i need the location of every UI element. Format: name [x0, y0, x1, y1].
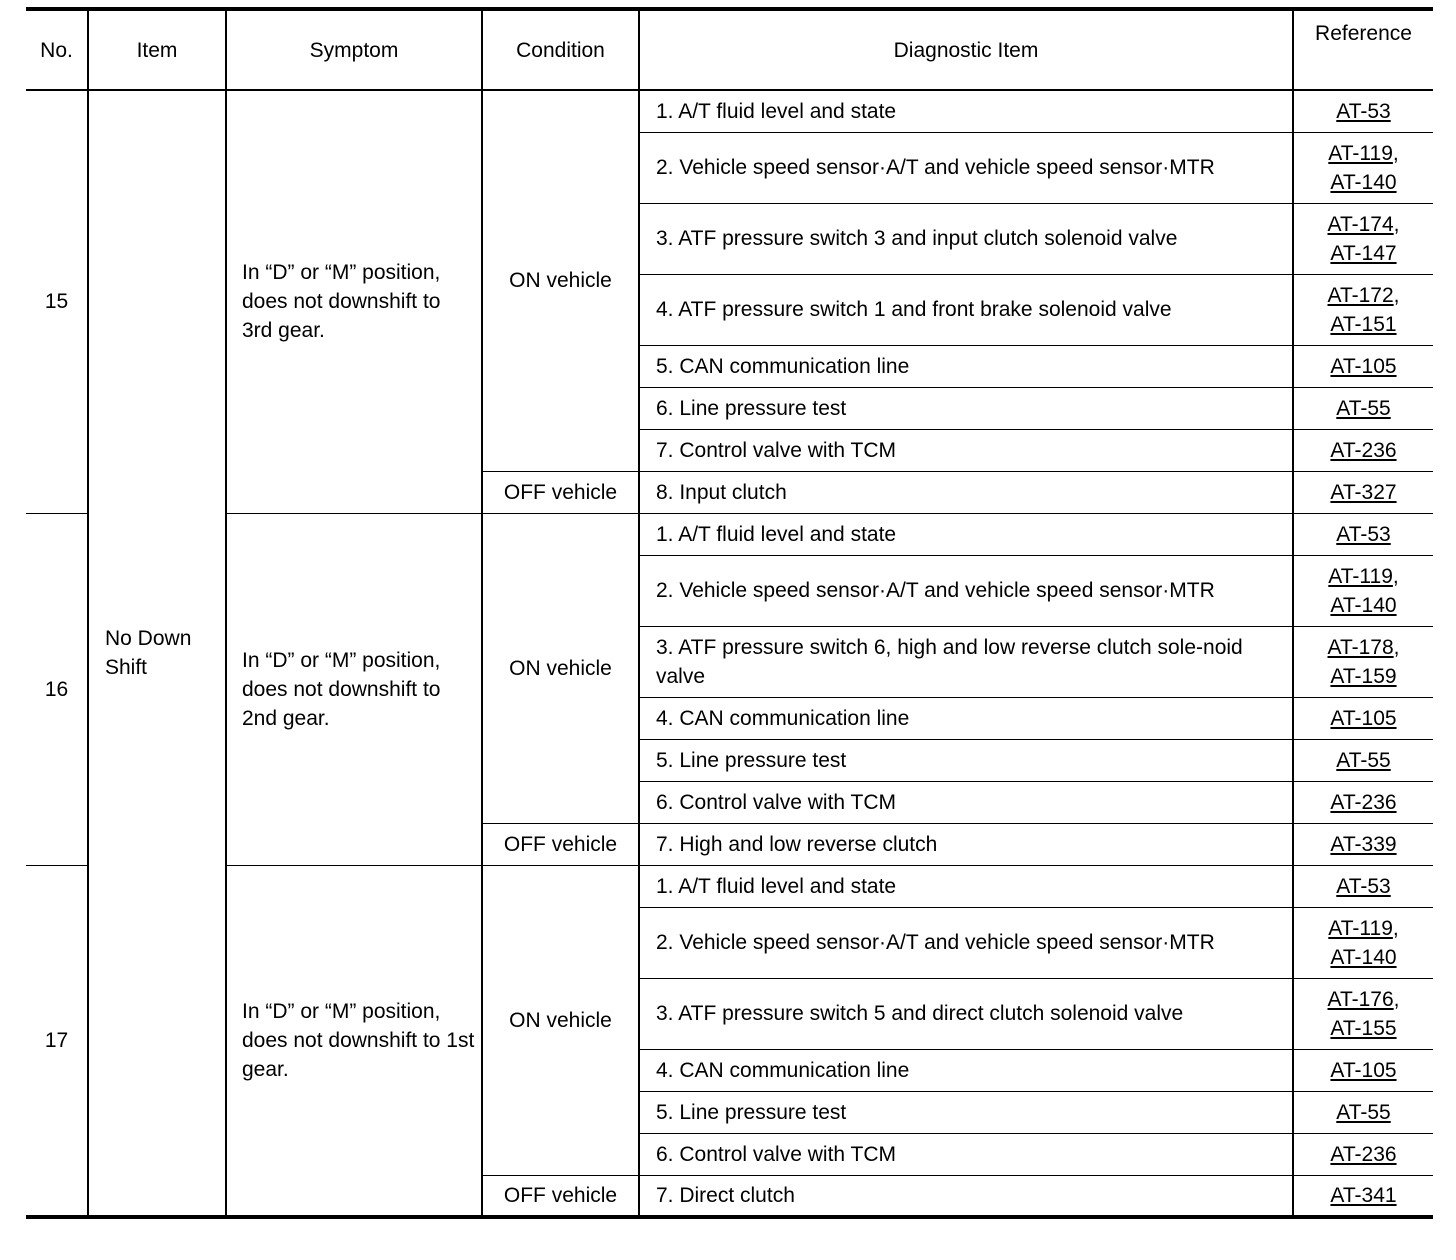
reference-link[interactable]: AT-236	[1330, 790, 1397, 814]
header-item: Item	[88, 9, 226, 90]
reference-link[interactable]: AT-327	[1330, 480, 1397, 504]
diagnostic-item: 1. A/T fluid level and state	[639, 513, 1293, 555]
diagnostic-item: 2. Vehicle speed sensor·A/T and vehicle speed sensor·MTR	[639, 555, 1293, 626]
reference-link[interactable]: AT-119	[1328, 564, 1393, 588]
reference-cell: AT-119, AT-140	[1293, 132, 1433, 203]
header-symptom: Symptom	[226, 9, 482, 90]
table-row	[26, 513, 1433, 555]
symptom: In “D” or “M” position, does not downshift to 3rd gear.	[226, 90, 482, 513]
table-row	[26, 865, 1433, 907]
reference-link[interactable]: AT-55	[1336, 396, 1391, 420]
reference-link[interactable]: AT-155	[1330, 1016, 1397, 1040]
reference-cell	[1293, 1091, 1433, 1133]
reference-link[interactable]: AT-159	[1330, 664, 1397, 688]
row-number: 17	[26, 865, 88, 1217]
diagnostic-item: 5. CAN communication line	[639, 345, 1293, 387]
diagnostic-item: 6. Control valve with TCM	[639, 1133, 1293, 1175]
reference-link[interactable]: AT-147	[1330, 241, 1397, 265]
diagnostic-item: 5. Line pressure test	[639, 1091, 1293, 1133]
reference-cell	[1293, 1133, 1433, 1175]
reference-link[interactable]: AT-236	[1330, 438, 1397, 462]
reference-link[interactable]: AT-55	[1336, 748, 1391, 772]
reference-cell	[1293, 429, 1433, 471]
reference-cell	[1293, 823, 1433, 865]
reference-link[interactable]: AT-236	[1330, 1142, 1397, 1166]
reference-link[interactable]: AT-140	[1330, 170, 1397, 194]
reference-link[interactable]: AT-105	[1330, 1058, 1397, 1082]
diagnostic-item: 7. High and low reverse clutch	[639, 823, 1293, 865]
diagnostic-item: 2. Vehicle speed sensor·A/T and vehicle speed sensor·MTR	[639, 132, 1293, 203]
reference-link[interactable]: AT-339	[1330, 832, 1397, 856]
reference-link[interactable]: AT-176	[1327, 987, 1394, 1011]
diagnostic-item: 6. Control valve with TCM	[639, 781, 1293, 823]
diagnostic-table	[26, 7, 1433, 1219]
reference-cell	[1293, 513, 1433, 555]
condition-on-vehicle: ON vehicle	[482, 513, 639, 823]
header-diagnostic-item: Diagnostic Item	[639, 9, 1293, 90]
row-number: 15	[26, 90, 88, 513]
item-name: No Down Shift	[88, 90, 226, 1217]
reference-cell	[1293, 471, 1433, 513]
diagnostic-item: 3. ATF pressure switch 6, high and low reverse clutch sole-noid valve	[639, 626, 1293, 697]
diagnostic-item: 8. Input clutch	[639, 471, 1293, 513]
header-row	[26, 9, 1433, 90]
reference-cell	[1293, 90, 1433, 132]
reference-link[interactable]: AT-174	[1327, 212, 1394, 236]
diagnostic-item: 3. ATF pressure switch 3 and input clutch solenoid valve	[639, 203, 1293, 274]
header-reference: Reference	[1293, 9, 1433, 90]
reference-cell	[1293, 781, 1433, 823]
reference-cell	[1293, 697, 1433, 739]
table-row	[26, 90, 1433, 132]
reference-cell: AT-119, AT-140	[1293, 907, 1433, 978]
diagnostic-item: 4. CAN communication line	[639, 1049, 1293, 1091]
reference-cell	[1293, 865, 1433, 907]
symptom: In “D” or “M” position, does not downshift to 1st gear.	[226, 865, 482, 1217]
row-number: 16	[26, 513, 88, 865]
diagnostic-item: 5. Line pressure test	[639, 739, 1293, 781]
header-no: No.	[26, 9, 88, 90]
reference-cell: AT-178, AT-159	[1293, 626, 1433, 697]
diagnostic-item: 3. ATF pressure switch 5 and direct clutch solenoid valve	[639, 978, 1293, 1049]
diagnostic-item: 7. Direct clutch	[639, 1175, 1293, 1217]
reference-cell	[1293, 1175, 1433, 1217]
reference-cell	[1293, 345, 1433, 387]
reference-cell: AT-174, AT-147	[1293, 203, 1433, 274]
diagnostic-item: 7. Control valve with TCM	[639, 429, 1293, 471]
diagnostic-item: 4. CAN communication line	[639, 697, 1293, 739]
reference-cell: AT-119, AT-140	[1293, 555, 1433, 626]
reference-cell: AT-176, AT-155	[1293, 978, 1433, 1049]
reference-cell	[1293, 1049, 1433, 1091]
symptom: In “D” or “M” position, does not downshift to 2nd gear.	[226, 513, 482, 865]
reference-link[interactable]: AT-105	[1330, 354, 1397, 378]
condition-off-vehicle: OFF vehicle	[482, 823, 639, 865]
reference-link[interactable]: AT-151	[1330, 312, 1397, 336]
reference-link[interactable]: AT-53	[1336, 99, 1391, 123]
header-condition: Condition	[482, 9, 639, 90]
diagnostic-item: 2. Vehicle speed sensor·A/T and vehicle speed sensor·MTR	[639, 907, 1293, 978]
reference-cell: AT-172, AT-151	[1293, 274, 1433, 345]
condition-on-vehicle: ON vehicle	[482, 865, 639, 1175]
diagnostic-item: 1. A/T fluid level and state	[639, 865, 1293, 907]
diagnostic-item: 6. Line pressure test	[639, 387, 1293, 429]
reference-link[interactable]: AT-178	[1327, 635, 1394, 659]
reference-link[interactable]: AT-55	[1336, 1100, 1391, 1124]
reference-link[interactable]: AT-105	[1330, 706, 1397, 730]
diagnostic-item: 4. ATF pressure switch 1 and front brake solenoid valve	[639, 274, 1293, 345]
reference-link[interactable]: AT-53	[1336, 874, 1391, 898]
reference-link[interactable]: AT-119	[1328, 141, 1393, 165]
reference-link[interactable]: AT-341	[1330, 1183, 1397, 1207]
condition-on-vehicle: ON vehicle	[482, 90, 639, 471]
reference-link[interactable]: AT-172	[1327, 283, 1394, 307]
condition-off-vehicle: OFF vehicle	[482, 1175, 639, 1217]
reference-link[interactable]: AT-140	[1330, 593, 1397, 617]
reference-cell	[1293, 739, 1433, 781]
reference-cell	[1293, 387, 1433, 429]
reference-link[interactable]: AT-140	[1330, 945, 1397, 969]
diagnostic-item: 1. A/T fluid level and state	[639, 90, 1293, 132]
condition-off-vehicle: OFF vehicle	[482, 471, 639, 513]
reference-link[interactable]: AT-53	[1336, 522, 1391, 546]
reference-link[interactable]: AT-119	[1328, 916, 1393, 940]
